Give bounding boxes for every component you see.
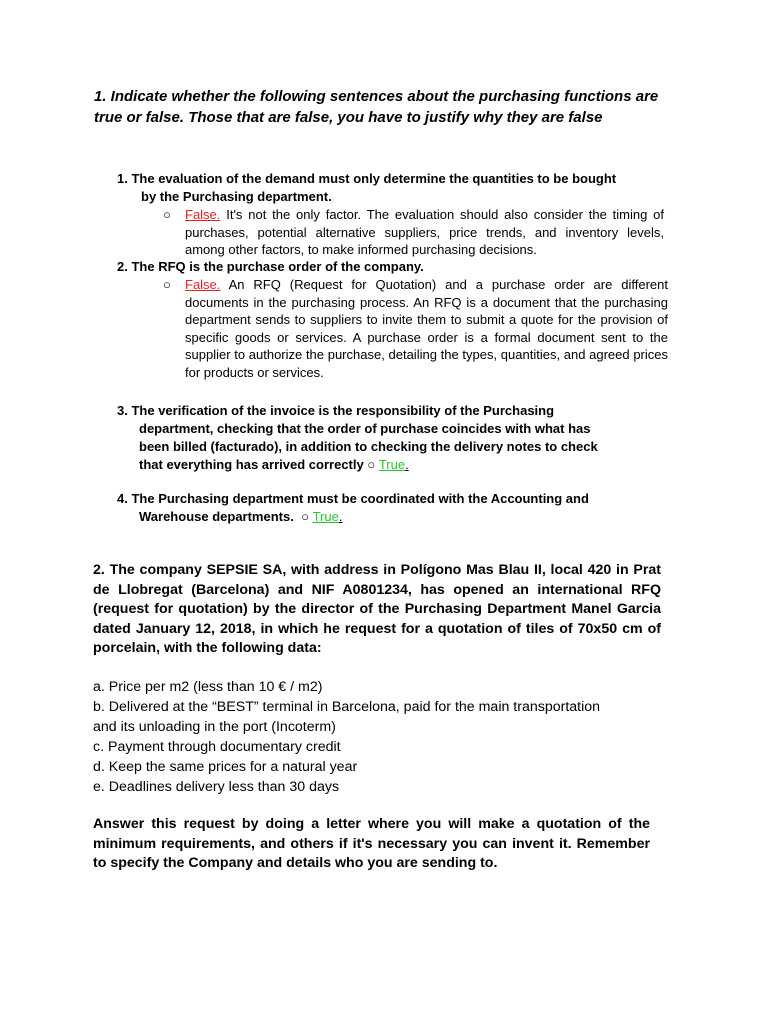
question-3-answer: True <box>378 457 406 472</box>
answer-1-text: It's not the only factor. The evaluation should also consider the timing of purchases, potential alternative suppliers, price trends, and inventory levels, among other factors, to make informed purchasing decisions. <box>185 207 664 257</box>
question-1-line2: by the Purchasing department. <box>141 189 332 204</box>
question-2 <box>117 258 677 276</box>
answer-2-bullet: ○ <box>163 277 171 292</box>
question-2-number: 2. <box>117 259 128 274</box>
question-1-line1: The evaluation of the demand must only determine the quantities to be bought <box>131 171 617 186</box>
question-3 <box>117 402 687 474</box>
question-2-line1: The RFQ is the purchase order of the company. <box>131 259 424 274</box>
question-4-answer: True <box>312 509 339 524</box>
final-instruction: Answer this request by doing a letter where you will make a quotation of the minimum requirements, and others if it's necessary you can invent it. Remember to specify the Company and details who you are sending to. <box>93 816 650 871</box>
list-item: e. Deadlines delivery less than 30 days <box>93 779 340 795</box>
answer-2-text: An RFQ (Request for Quotation) and a purchase order are different documents in the purchasing process. An RFQ is a document that the purchasing department sends to suppliers to invite them to submit a quote for the provision of specific goods or services. A purchase order is a formal document sent to the supplier to authorize the purchase, detailing the types, quantities, and agreed prices for products or services. <box>185 277 668 380</box>
question-3-line1: The verification of the invoice is the responsibility of the Purchasing <box>131 403 555 418</box>
list-item: b. Delivered at the “BEST” terminal in Barcelona, paid for the main transportation <box>93 699 601 715</box>
question-4 <box>117 490 687 526</box>
section1-heading: 1. Indicate whether the following sentences about the purchasing functions are true or false. Those that are false, you have to justify why they are false <box>94 88 659 126</box>
question-3-bullet: ○ <box>367 457 376 472</box>
question-4-line1: The Purchasing department must be coordinated with the Accounting and <box>131 491 589 506</box>
question-4-line2: Warehouse departments. <box>139 509 294 524</box>
question-4-bullet: ○ <box>301 509 309 524</box>
answer-2-label: False. <box>185 277 221 292</box>
section2-paragraph: 2. The company SEPSIE SA, with address in Polígono Mas Blau II, local 420 in Prat de Llobregat (Barcelona) and NIF A0801234, has opened an international RFQ (request for quotation) by the director of the Purchasing Department Manel Garcia dated January 12, 2018, in which he request for a quotation of tiles of 70x50 cm of porcelain, with the following data: <box>93 562 661 656</box>
list-item: c. Payment through documentary credit <box>93 739 341 755</box>
question-4-answer-dot: . <box>338 509 343 524</box>
requirements-list <box>93 677 673 797</box>
question-3-line2: department, checking that the order of purchase coincides with what has <box>139 421 591 436</box>
answer-1-label: False. <box>185 207 221 222</box>
list-item: and its unloading in the port (Incoterm) <box>93 719 336 735</box>
question-4-number: 4. <box>117 491 128 506</box>
answer-2 <box>163 276 668 381</box>
question-1 <box>117 170 677 206</box>
list-item: d. Keep the same prices for a natural year <box>93 759 358 775</box>
question-3-line3: been billed (facturado), in addition to checking the delivery notes to check <box>139 439 598 454</box>
question-3-line4: that everything has arrived correctly <box>139 457 364 472</box>
question-3-answer-dot: . <box>405 457 409 472</box>
question-1-number: 1. <box>117 171 128 186</box>
answer-1 <box>163 206 664 259</box>
question-3-number: 3. <box>117 403 128 418</box>
list-item: a. Price per m2 (less than 10 € / m2) <box>93 679 323 695</box>
answer-1-bullet: ○ <box>163 207 171 222</box>
